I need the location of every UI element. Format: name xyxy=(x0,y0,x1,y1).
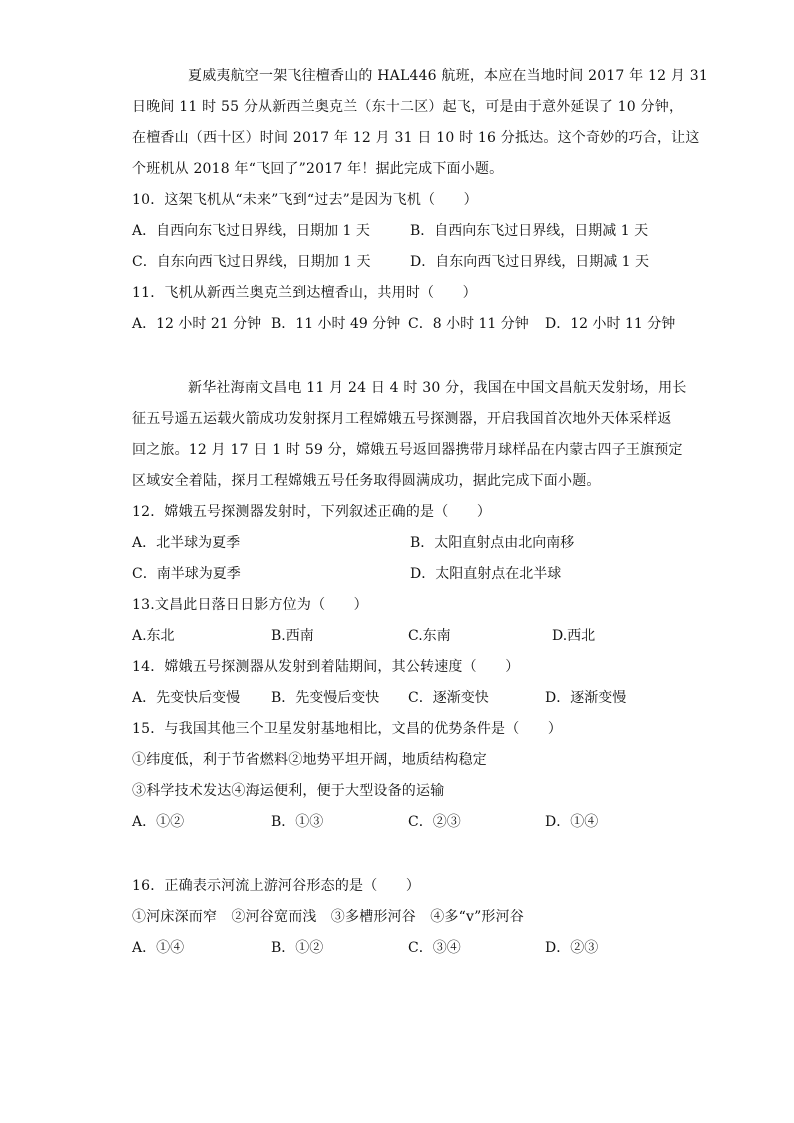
q13-option-c: C.东南 xyxy=(408,628,451,644)
q15-option-c: C．②③ xyxy=(408,814,461,830)
q16-statement: ①河床深而窄 ②河谷宽而浅 ③多槽形河谷 ④多“v”形河谷 xyxy=(132,909,525,925)
passage2-line-3: 回之旅。12 月 17 日 1 时 59 分，嫦娥五号返回器携带月球样品在内蒙古四子王旗预定 xyxy=(132,442,683,458)
passage1-line-1: 夏威夷航空一架飞往檀香山的 HAL446 航班，本应在当地时间 2017 年 12 月 31 xyxy=(188,68,708,84)
q10-option-b: B．自西向东飞过日界线，日期减 1 天 xyxy=(410,223,649,239)
q12-option-c: C．南半球为夏季 xyxy=(132,566,241,582)
q15-option-a: A．①② xyxy=(132,814,185,830)
q14-option-b: B．先变慢后变快 xyxy=(271,690,380,706)
passage1-line-2: 日晚间 11 时 55 分从新西兰奥克兰（东十二区）起飞，可是由于意外延误了 10 分钟， xyxy=(132,99,684,115)
q11-option-a: A．12 小时 21 分钟 xyxy=(132,316,262,332)
q15-statement-2: ③科学技术发达④海运便利，便于大型设备的运输 xyxy=(132,783,445,799)
q14-option-a: A．先变快后变慢 xyxy=(132,690,241,706)
q16-option-b: B．①② xyxy=(271,940,324,956)
passage2-line-4: 区域安全着陆，探月工程嫦娥五号任务取得圆满成功，据此完成下面小题。 xyxy=(132,473,601,489)
q15-statement-1: ①纬度低，利于节省燃料②地势平坦开阔，地质结构稳定 xyxy=(132,752,487,768)
passage2-line-1: 新华社海南文昌电 11 月 24 日 4 时 30 分，我国在中国文昌航天发射场，用长 xyxy=(188,380,687,396)
q11-stem: 11．飞机从新西兰奥克兰到达檀香山，共用时（ ） xyxy=(132,285,477,301)
q16-option-a: A．①④ xyxy=(132,940,185,956)
q12-option-a: A．北半球为夏季 xyxy=(132,535,241,551)
q11-option-d: D．12 小时 11 分钟 xyxy=(545,316,676,332)
q14-stem: 14．嫦娥五号探测器从发射到着陆期间，其公转速度（ ） xyxy=(132,659,520,675)
q15-stem: 15．与我国其他三个卫星发射基地相比，文昌的优势条件是（ ） xyxy=(132,721,563,737)
q10-option-c: C．自东向西飞过日界线，日期加 1 天 xyxy=(132,254,371,270)
q15-option-b: B．①③ xyxy=(271,814,324,830)
q11-option-c: C．8 小时 11 分钟 xyxy=(408,316,529,332)
q14-option-d: D．逐渐变慢 xyxy=(545,690,627,706)
q14-option-c: C．逐渐变快 xyxy=(408,690,489,706)
passage1-line-3: 在檀香山（西十区）时间 2017 年 12 月 31 日 10 时 16 分抵达。这个奇妙的巧合，让这 xyxy=(132,130,700,146)
q12-option-d: D．太阳直射点在北半球 xyxy=(410,566,562,582)
passage2-line-2: 征五号遥五运载火箭成功发射探月工程嫦娥五号探测器，开启我国首次地外天体采样返 xyxy=(132,411,672,427)
q16-option-d: D．②③ xyxy=(545,940,599,956)
passage1-line-4: 个班机从 2018 年“飞回了”2017 年！据此完成下面小题。 xyxy=(132,161,504,177)
q16-stem: 16．正确表示河流上游河谷形态的是（ ） xyxy=(132,878,421,894)
q15-option-d: D．①④ xyxy=(545,814,599,830)
q13-option-a: A.东北 xyxy=(132,628,175,644)
q12-stem: 12．嫦娥五号探测器发射时，下列叙述正确的是（ ） xyxy=(132,504,492,520)
q10-option-a: A．自西向东飞过日界线，日期加 1 天 xyxy=(132,223,370,239)
q13-stem: 13.文昌此日落日日影方位为（ ） xyxy=(132,597,368,613)
q16-option-c: C．③④ xyxy=(408,940,461,956)
q13-option-b: B.西南 xyxy=(271,628,314,644)
q12-option-b: B．太阳直射点由北向南移 xyxy=(410,535,575,551)
q10-stem: 10．这架飞机从“未来”飞到“过去”是因为飞机（ ） xyxy=(132,192,478,208)
q11-option-b: B．11 小时 49 分钟 xyxy=(271,316,401,332)
q13-option-d: D.西北 xyxy=(552,628,596,644)
q10-option-d: D．自东向西飞过日界线，日期减 1 天 xyxy=(410,254,650,270)
